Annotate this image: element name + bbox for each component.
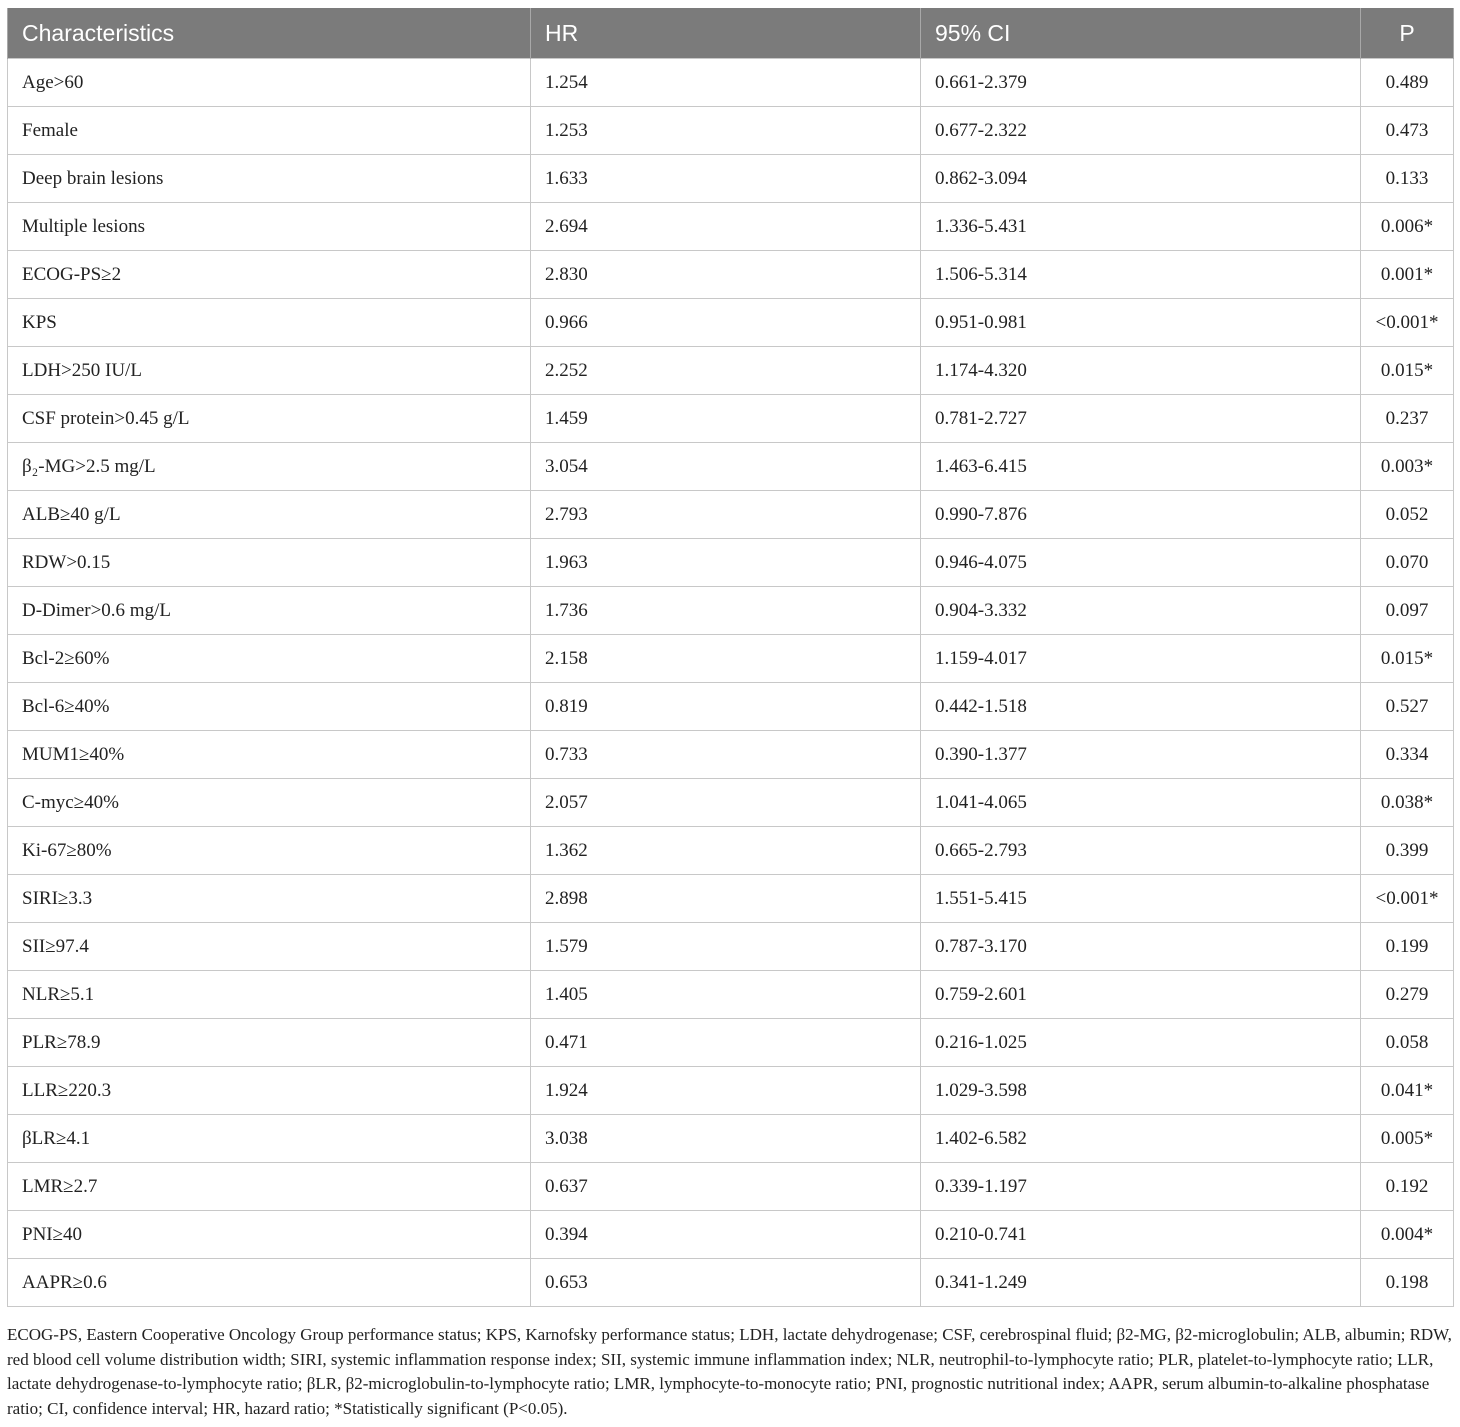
table-row xyxy=(8,1115,1454,1163)
table-row xyxy=(8,683,1454,731)
cell-characteristic: SIRI≥3.3 xyxy=(8,875,531,923)
cell-characteristic: ALB≥40 g/L xyxy=(8,491,531,539)
cell-ci: 1.159-4.017 xyxy=(921,635,1361,683)
cell-p: 0.192 xyxy=(1361,1163,1454,1211)
table-row xyxy=(8,203,1454,251)
cell-ci: 0.904-3.332 xyxy=(921,587,1361,635)
cell-hr: 2.057 xyxy=(531,779,921,827)
table-row xyxy=(8,347,1454,395)
header-ci: 95% CI xyxy=(921,8,1361,59)
cell-p: 0.527 xyxy=(1361,683,1454,731)
cell-hr: 1.362 xyxy=(531,827,921,875)
cell-ci: 0.210-0.741 xyxy=(921,1211,1361,1259)
cell-hr: 2.252 xyxy=(531,347,921,395)
cell-hr: 0.471 xyxy=(531,1019,921,1067)
cell-characteristic: KPS xyxy=(8,299,531,347)
cell-hr: 0.819 xyxy=(531,683,921,731)
cell-p: 0.052 xyxy=(1361,491,1454,539)
cell-hr: 1.405 xyxy=(531,971,921,1019)
table-row xyxy=(8,395,1454,443)
cell-ci: 0.951-0.981 xyxy=(921,299,1361,347)
cell-hr: 0.394 xyxy=(531,1211,921,1259)
cell-ci: 0.661-2.379 xyxy=(921,59,1361,107)
cell-p: 0.199 xyxy=(1361,923,1454,971)
cell-characteristic: Age>60 xyxy=(8,59,531,107)
table-row xyxy=(8,299,1454,347)
cell-characteristic: βLR≥4.1 xyxy=(8,1115,531,1163)
header-p: P xyxy=(1361,8,1454,59)
cell-ci: 0.781-2.727 xyxy=(921,395,1361,443)
table-row xyxy=(8,491,1454,539)
table-row xyxy=(8,971,1454,1019)
cell-characteristic: MUM1≥40% xyxy=(8,731,531,779)
cell-characteristic: LDH>250 IU/L xyxy=(8,347,531,395)
cell-ci: 0.341-1.249 xyxy=(921,1259,1361,1307)
table-row xyxy=(8,731,1454,779)
table-footnote: ECOG-PS, Eastern Cooperative Oncology Group performance status; KPS, Karnofsky performance status; LDH, lactate dehydrogenase; CSF, cerebrospinal fluid; β2-MG, β2-microglobulin; ALB, albumin; RDW, red blood cell volume distribution width; SIRI, systemic inflammation response index; SII, systemic immune inflammation index; NLR, neutrophil-to-lymphocyte ratio; PLR, platelet-to-lymphocyte ratio; LLR, lactate dehydrogenase-to-lymphocyte ratio; βLR, β2-microglobulin-to-lymphocyte ratio; LMR, lymphocyte-to-monocyte ratio; PNI, prognostic nutritional index; AAPR, serum albumin-to-alkaline phosphatase ratio; CI, confidence interval; HR, hazard ratio; *Statistically significant (P<0.05). xyxy=(7,1325,1452,1418)
cell-characteristic: PNI≥40 xyxy=(8,1211,531,1259)
cell-hr: 1.633 xyxy=(531,155,921,203)
cell-characteristic: Bcl-2≥60% xyxy=(8,635,531,683)
cell-hr: 3.054 xyxy=(531,443,921,491)
cell-p: 0.097 xyxy=(1361,587,1454,635)
table-row xyxy=(8,107,1454,155)
cell-characteristic: Bcl-6≥40% xyxy=(8,683,531,731)
cell-p: 0.038* xyxy=(1361,779,1454,827)
cell-p: <0.001* xyxy=(1361,875,1454,923)
table-row xyxy=(8,539,1454,587)
cell-characteristic: NLR≥5.1 xyxy=(8,971,531,1019)
cell-characteristic: CSF protein>0.45 g/L xyxy=(8,395,531,443)
table-row xyxy=(8,779,1454,827)
cell-p: 0.058 xyxy=(1361,1019,1454,1067)
table-row xyxy=(8,1211,1454,1259)
cell-characteristic: LLR≥220.3 xyxy=(8,1067,531,1115)
cell-ci: 1.506-5.314 xyxy=(921,251,1361,299)
table-row xyxy=(8,875,1454,923)
cell-ci: 0.862-3.094 xyxy=(921,155,1361,203)
cell-p: 0.473 xyxy=(1361,107,1454,155)
cell-p: 0.133 xyxy=(1361,155,1454,203)
cell-ci: 1.041-4.065 xyxy=(921,779,1361,827)
cell-hr: 2.898 xyxy=(531,875,921,923)
cell-characteristic: Female xyxy=(8,107,531,155)
header-characteristics: Characteristics xyxy=(8,8,531,59)
cell-hr: 1.459 xyxy=(531,395,921,443)
cell-ci: 0.339-1.197 xyxy=(921,1163,1361,1211)
cell-p: 0.070 xyxy=(1361,539,1454,587)
table-row xyxy=(8,827,1454,875)
cell-hr: 0.653 xyxy=(531,1259,921,1307)
table-row xyxy=(8,587,1454,635)
cell-ci: 1.029-3.598 xyxy=(921,1067,1361,1115)
hazard-ratio-table xyxy=(7,8,1454,1307)
cell-hr: 1.579 xyxy=(531,923,921,971)
table-body xyxy=(8,59,1454,1307)
table-row xyxy=(8,1163,1454,1211)
table-row xyxy=(8,1019,1454,1067)
cell-hr: 3.038 xyxy=(531,1115,921,1163)
cell-hr: 2.158 xyxy=(531,635,921,683)
cell-ci: 1.402-6.582 xyxy=(921,1115,1361,1163)
cell-hr: 0.966 xyxy=(531,299,921,347)
cell-hr: 2.793 xyxy=(531,491,921,539)
cell-p: 0.489 xyxy=(1361,59,1454,107)
cell-p: 0.279 xyxy=(1361,971,1454,1019)
cell-ci: 0.390-1.377 xyxy=(921,731,1361,779)
cell-ci: 1.551-5.415 xyxy=(921,875,1361,923)
cell-ci: 0.442-1.518 xyxy=(921,683,1361,731)
cell-characteristic: RDW>0.15 xyxy=(8,539,531,587)
results-table-container xyxy=(7,8,1453,1307)
cell-ci: 0.787-3.170 xyxy=(921,923,1361,971)
cell-p: 0.001* xyxy=(1361,251,1454,299)
cell-hr: 1.924 xyxy=(531,1067,921,1115)
cell-p: 0.003* xyxy=(1361,443,1454,491)
cell-characteristic: Ki-67≥80% xyxy=(8,827,531,875)
cell-p: 0.399 xyxy=(1361,827,1454,875)
cell-hr: 1.253 xyxy=(531,107,921,155)
table-row xyxy=(8,155,1454,203)
cell-p: 0.198 xyxy=(1361,1259,1454,1307)
cell-ci: 0.677-2.322 xyxy=(921,107,1361,155)
table-row xyxy=(8,59,1454,107)
cell-p: 0.334 xyxy=(1361,731,1454,779)
cell-hr: 0.733 xyxy=(531,731,921,779)
cell-ci: 0.759-2.601 xyxy=(921,971,1361,1019)
header-hr: HR xyxy=(531,8,921,59)
cell-p: 0.004* xyxy=(1361,1211,1454,1259)
cell-characteristic: LMR≥2.7 xyxy=(8,1163,531,1211)
cell-characteristic: Multiple lesions xyxy=(8,203,531,251)
cell-p: 0.005* xyxy=(1361,1115,1454,1163)
cell-characteristic: Deep brain lesions xyxy=(8,155,531,203)
cell-p: <0.001* xyxy=(1361,299,1454,347)
cell-ci: 1.336-5.431 xyxy=(921,203,1361,251)
cell-ci: 0.216-1.025 xyxy=(921,1019,1361,1067)
cell-hr: 2.694 xyxy=(531,203,921,251)
cell-ci: 1.174-4.320 xyxy=(921,347,1361,395)
cell-hr: 1.736 xyxy=(531,587,921,635)
table-row xyxy=(8,1259,1454,1307)
cell-hr: 2.830 xyxy=(531,251,921,299)
table-row xyxy=(8,923,1454,971)
cell-ci: 1.463-6.415 xyxy=(921,443,1361,491)
cell-characteristic: C-myc≥40% xyxy=(8,779,531,827)
cell-p: 0.237 xyxy=(1361,395,1454,443)
table-row xyxy=(8,251,1454,299)
cell-characteristic: β₂-MG>2.5 mg/L xyxy=(8,443,531,491)
cell-p: 0.015* xyxy=(1361,347,1454,395)
cell-characteristic: PLR≥78.9 xyxy=(8,1019,531,1067)
cell-characteristic: D-Dimer>0.6 mg/L xyxy=(8,587,531,635)
cell-characteristic: AAPR≥0.6 xyxy=(8,1259,531,1307)
cell-p: 0.006* xyxy=(1361,203,1454,251)
cell-hr: 1.963 xyxy=(531,539,921,587)
cell-ci: 0.990-7.876 xyxy=(921,491,1361,539)
cell-hr: 0.637 xyxy=(531,1163,921,1211)
table-row xyxy=(8,443,1454,491)
table-header-row xyxy=(8,8,1454,59)
cell-ci: 0.665-2.793 xyxy=(921,827,1361,875)
cell-characteristic: SII≥97.4 xyxy=(8,923,531,971)
table-row xyxy=(8,635,1454,683)
cell-p: 0.015* xyxy=(1361,635,1454,683)
table-row xyxy=(8,1067,1454,1115)
cell-ci: 0.946-4.075 xyxy=(921,539,1361,587)
cell-characteristic: ECOG-PS≥2 xyxy=(8,251,531,299)
cell-hr: 1.254 xyxy=(531,59,921,107)
cell-p: 0.041* xyxy=(1361,1067,1454,1115)
